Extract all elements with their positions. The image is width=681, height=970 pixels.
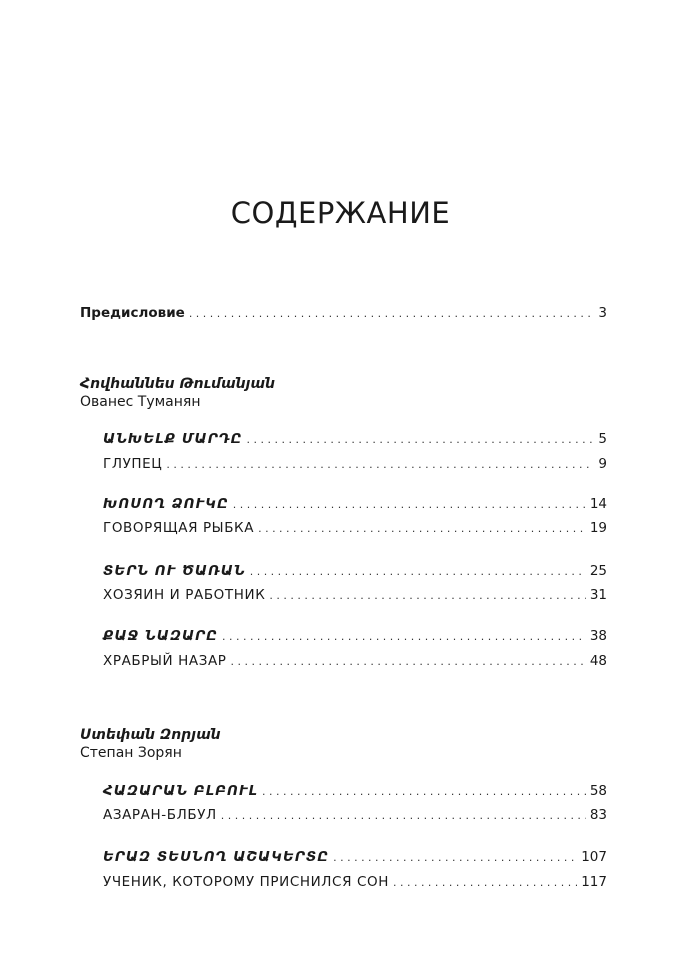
toc-entry-page: 5 [598,431,607,447]
toc-entry-label: АЗАРАН-БЛБУЛ [103,807,217,823]
toc-entry-page: 107 [581,849,607,865]
dot-leader [393,876,577,889]
dot-leader [231,655,586,668]
toc-entry-page: 14 [589,496,607,512]
dot-leader [269,589,585,602]
toc-entry-armenian[interactable] [103,849,607,865]
toc-entry-armenian[interactable] [103,628,607,644]
toc-entry-label: ХОЗЯИН И РАБОТНИК [103,587,266,603]
dot-leader [250,565,586,578]
toc-entry-label: ՀԱԶԱՐԱՆ ԲԼԲՈՒԼ [103,783,258,799]
dot-leader [233,498,586,511]
toc-entry-russian[interactable] [103,520,607,536]
dot-leader [258,522,586,535]
toc-entry-label: ХРАБРЫЙ НАЗАР [103,653,227,669]
toc-entry-label: ГЛУПЕЦ [103,456,163,472]
toc-entry-page: 25 [589,563,607,579]
toc-entry-label: ԽՈՍՈՂ ՁՈՒԿԸ [103,496,229,512]
page-title: СОДЕРЖАНИЕ [230,196,451,230]
toc-entry-label: УЧЕНИК, КОТОРОМУ ПРИСНИЛСЯ СОН [103,874,389,890]
toc-entry-russian[interactable] [103,653,607,669]
toc-entry-label: ГОВОРЯЩАЯ РЫБКА [103,520,255,536]
dot-leader [262,785,586,798]
toc-entry-russian[interactable] [103,456,607,472]
dot-leader [189,307,595,320]
author-name-russian: Степан Зорян [80,745,182,761]
toc-entry-armenian[interactable] [103,783,607,799]
toc-entry-label: ՔԱՋ ՆԱԶԱՐԸ [103,628,218,644]
toc-entry-label: Предисловие [80,305,185,321]
toc-entry-russian[interactable] [103,807,607,823]
toc-entry-armenian[interactable] [103,431,607,447]
toc-entry-armenian[interactable] [103,563,607,579]
author-name-armenian: Հովհաննես Թումանյան [80,376,276,392]
dot-leader [247,433,595,446]
toc-entry-page: 3 [598,305,607,321]
toc-entry-page: 9 [598,456,607,472]
toc-entry-page: 117 [581,874,607,890]
toc-entry-armenian[interactable] [103,496,607,512]
dot-leader [222,630,586,643]
author-name-armenian: Ստեփան Զորյան [80,727,221,743]
toc-entry-page: 38 [589,628,607,644]
toc-entry-russian[interactable] [103,874,607,890]
author-name-russian: Ованес Туманян [80,394,201,410]
author-heading [80,727,221,761]
dot-leader [333,851,577,864]
author-heading [80,376,275,410]
toc-entry-label: ԱՆԽԵԼՔ ՄԱՐԴԸ [103,431,243,447]
toc-entry-label: ՏԵՐՆ ՈՒ ԾԱՌԱՆ [103,563,246,579]
toc-entry-page: 48 [589,653,607,669]
toc-entry-page: 19 [589,520,607,536]
dot-leader [221,809,586,822]
toc-entry-page: 83 [589,807,607,823]
toc-entry-page: 58 [589,783,607,799]
dot-leader [166,458,594,471]
toc-entry-preface[interactable] [80,305,607,321]
toc-entry-label: ԵՐԱԶ ՏԵՍՆՈՂ ԱՇԱԿԵՐՏԸ [103,849,330,865]
toc-entry-russian[interactable] [103,587,607,603]
toc-entry-page: 31 [589,587,607,603]
